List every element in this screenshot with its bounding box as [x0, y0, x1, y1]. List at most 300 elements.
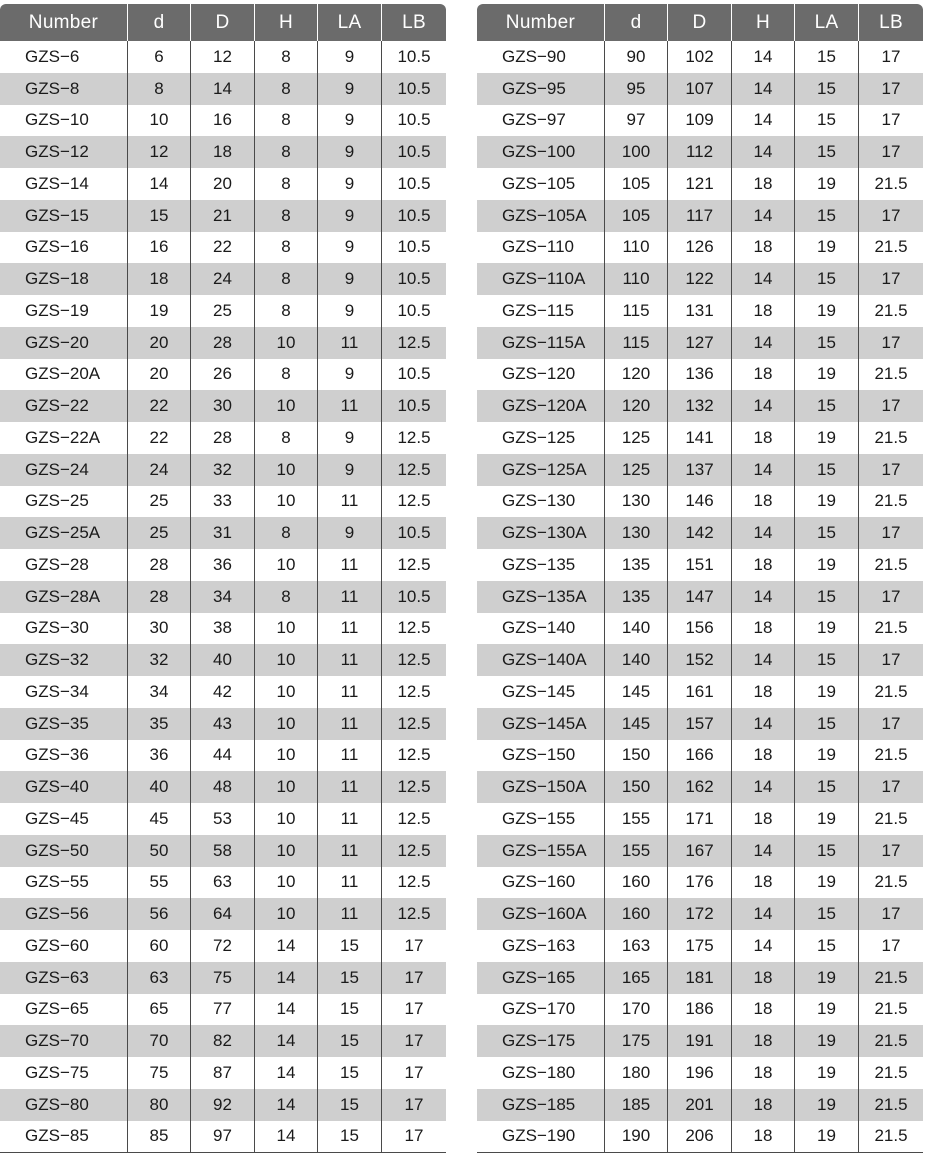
cell-d-inner: 28	[128, 581, 191, 613]
cell-h: 14	[255, 962, 318, 994]
table-body-right	[477, 41, 923, 1153]
cell-d-inner: 16	[128, 232, 191, 264]
cell-d-inner: 8	[128, 73, 191, 105]
table-row	[0, 136, 446, 168]
cell-la: 15	[795, 898, 859, 930]
table-row	[477, 898, 923, 930]
column-header-la: LA	[795, 4, 859, 41]
cell-d-inner: 30	[128, 613, 191, 645]
cell-h: 10	[255, 549, 318, 581]
cell-d-outer: 142	[668, 517, 732, 549]
cell-d-outer: 151	[668, 549, 732, 581]
cell-d-outer: 28	[191, 422, 255, 454]
cell-d-inner: 105	[605, 200, 668, 232]
cell-d-outer: 34	[191, 581, 255, 613]
cell-number: GZS−145A	[477, 708, 605, 740]
cell-h: 10	[255, 327, 318, 359]
cell-d-outer: 87	[191, 1057, 255, 1089]
table-header-row	[0, 4, 446, 41]
cell-number: GZS−70	[0, 1025, 128, 1057]
cell-d-inner: 130	[605, 517, 668, 549]
cell-lb: 21.5	[874, 491, 908, 511]
cell-d-inner: 120	[605, 390, 668, 422]
table-row	[477, 168, 923, 200]
cell-d-outer: 75	[191, 962, 255, 994]
cell-la: 15	[795, 200, 859, 232]
table-row	[0, 1089, 446, 1121]
table-row	[0, 1121, 446, 1154]
table-row	[0, 168, 446, 200]
cell-la: 15	[795, 263, 859, 295]
cell-h: 14	[732, 136, 795, 168]
cell-d-inner: 170	[605, 994, 668, 1026]
cell-la: 19	[795, 994, 859, 1026]
cell-d-inner: 165	[605, 962, 668, 994]
table-row	[0, 613, 446, 645]
cell-number: GZS−140A	[477, 644, 605, 676]
cell-lb: 21.5	[874, 681, 908, 701]
cell-d-outer: 176	[668, 867, 732, 899]
cell-number: GZS−185	[477, 1089, 605, 1121]
cell-la: 19	[795, 359, 859, 391]
table-row	[0, 930, 446, 962]
cell-d-inner: 155	[605, 803, 668, 835]
cell-la: 9	[318, 73, 382, 105]
cell-number: GZS−115	[477, 295, 605, 327]
cell-d-outer: 22	[191, 232, 255, 264]
cell-d-outer: 58	[191, 835, 255, 867]
table-row	[477, 359, 923, 391]
cell-la: 19	[795, 676, 859, 708]
cell-number: GZS−36	[0, 740, 128, 772]
cell-number: GZS−40	[0, 771, 128, 803]
cell-h: 14	[255, 1089, 318, 1121]
table-row	[0, 962, 446, 994]
cell-d-outer: 201	[668, 1089, 732, 1121]
column-header-h: H	[732, 4, 795, 41]
cell-d-inner: 95	[605, 73, 668, 105]
cell-d-outer: 126	[668, 232, 732, 264]
cell-number: GZS−63	[0, 962, 128, 994]
table-row	[0, 898, 446, 930]
table-row	[0, 994, 446, 1026]
cell-d-inner: 145	[605, 676, 668, 708]
cell-h: 10	[255, 486, 318, 518]
cell-d-inner: 135	[605, 549, 668, 581]
cell-number: GZS−8	[0, 73, 128, 105]
cell-number: GZS−34	[0, 676, 128, 708]
cell-d-outer: 146	[668, 486, 732, 518]
cell-lb: 17	[859, 517, 923, 549]
cell-number: GZS−155A	[477, 835, 605, 867]
column-header-d-outer: D	[191, 4, 255, 41]
cell-lb: 17	[859, 644, 923, 676]
cell-lb: 12.5	[397, 427, 431, 447]
cell-h: 8	[255, 136, 318, 168]
cell-d-inner: 150	[605, 740, 668, 772]
cell-d-inner: 56	[128, 898, 191, 930]
cell-la: 15	[795, 581, 859, 613]
table-row	[0, 232, 446, 264]
cell-d-inner: 25	[128, 517, 191, 549]
cell-lb: 21.5	[874, 808, 908, 828]
cell-d-outer: 32	[191, 454, 255, 486]
cell-h: 14	[255, 1121, 318, 1154]
cell-d-inner: 150	[605, 771, 668, 803]
cell-lb: 21.5	[874, 618, 908, 638]
cell-d-inner: 15	[128, 200, 191, 232]
cell-number: GZS−25A	[0, 517, 128, 549]
table-row	[477, 1121, 923, 1154]
cell-la: 15	[795, 105, 859, 137]
cell-la: 15	[795, 644, 859, 676]
cell-lb: 12.5	[382, 454, 446, 486]
cell-h: 14	[732, 390, 795, 422]
table-row	[0, 803, 446, 835]
cell-h: 18	[732, 549, 795, 581]
cell-d-inner: 20	[128, 359, 191, 391]
cell-d-outer: 82	[191, 1025, 255, 1057]
cell-lb: 17	[859, 327, 923, 359]
cell-d-inner: 163	[605, 930, 668, 962]
cell-d-outer: 172	[668, 898, 732, 930]
cell-la: 15	[795, 708, 859, 740]
cell-lb: 21.5	[874, 745, 908, 765]
table-row	[0, 517, 446, 549]
cell-h: 14	[732, 708, 795, 740]
cell-d-inner: 65	[128, 994, 191, 1026]
cell-lb: 17	[859, 263, 923, 295]
cell-d-outer: 30	[191, 390, 255, 422]
spec-table-right	[477, 4, 923, 1153]
cell-la: 9	[318, 168, 382, 200]
cell-lb: 17	[859, 73, 923, 105]
cell-d-inner: 19	[128, 295, 191, 327]
cell-number: GZS−95	[477, 73, 605, 105]
cell-d-inner: 110	[605, 232, 668, 264]
cell-d-outer: 38	[191, 613, 255, 645]
cell-d-inner: 22	[128, 422, 191, 454]
cell-number: GZS−35	[0, 708, 128, 740]
cell-d-inner: 190	[605, 1121, 668, 1154]
cell-h: 14	[732, 771, 795, 803]
cell-d-outer: 166	[668, 740, 732, 772]
cell-d-outer: 42	[191, 676, 255, 708]
table-row	[477, 581, 923, 613]
cell-lb: 10.5	[382, 517, 446, 549]
table-row	[0, 295, 446, 327]
cell-d-inner: 10	[128, 105, 191, 137]
cell-number: GZS−16	[0, 232, 128, 264]
cell-lb: 17	[382, 962, 446, 994]
cell-d-outer: 16	[191, 105, 255, 137]
cell-lb: 17	[859, 708, 923, 740]
cell-lb: 10.5	[397, 46, 431, 66]
cell-la: 11	[318, 549, 382, 581]
cell-d-outer: 109	[668, 105, 732, 137]
cell-la: 19	[795, 549, 859, 581]
cell-d-outer: 121	[668, 168, 732, 200]
cell-d-inner: 115	[605, 327, 668, 359]
cell-d-outer: 48	[191, 771, 255, 803]
cell-h: 14	[255, 930, 318, 962]
cell-d-inner: 160	[605, 867, 668, 899]
table-row	[477, 1025, 923, 1057]
table-row	[477, 422, 923, 454]
cell-d-outer: 122	[668, 263, 732, 295]
table-row	[477, 73, 923, 105]
spec-table-left	[0, 4, 446, 1153]
table-row	[0, 676, 446, 708]
cell-lb: 10.5	[382, 73, 446, 105]
cell-la: 15	[318, 1121, 382, 1154]
cell-d-inner: 85	[128, 1121, 191, 1154]
cell-number: GZS−6	[0, 41, 128, 73]
cell-h: 18	[732, 232, 795, 264]
cell-la: 19	[795, 1057, 859, 1089]
cell-d-inner: 20	[128, 327, 191, 359]
cell-la: 11	[318, 581, 382, 613]
cell-lb: 21.5	[874, 364, 908, 384]
cell-la: 19	[795, 1089, 859, 1121]
cell-number: GZS−150A	[477, 771, 605, 803]
cell-la: 19	[795, 1025, 859, 1057]
cell-lb: 21.5	[874, 872, 908, 892]
cell-d-inner: 175	[605, 1025, 668, 1057]
cell-d-outer: 33	[191, 486, 255, 518]
table-row	[477, 263, 923, 295]
table-row	[0, 200, 446, 232]
cell-lb: 21.5	[874, 999, 908, 1019]
cell-lb: 12.5	[397, 872, 431, 892]
cell-h: 10	[255, 803, 318, 835]
cell-d-inner: 110	[605, 263, 668, 295]
cell-lb: 10.5	[397, 110, 431, 130]
cell-number: GZS−125A	[477, 454, 605, 486]
cell-number: GZS−110	[477, 232, 605, 264]
table-row	[477, 41, 923, 73]
cell-la: 15	[795, 835, 859, 867]
cell-h: 14	[732, 517, 795, 549]
cell-d-outer: 181	[668, 962, 732, 994]
cell-number: GZS−190	[477, 1121, 605, 1154]
cell-h: 8	[255, 359, 318, 391]
cell-number: GZS−19	[0, 295, 128, 327]
cell-d-outer: 64	[191, 898, 255, 930]
table-row	[0, 73, 446, 105]
table-row	[0, 835, 446, 867]
table-row	[477, 994, 923, 1026]
cell-d-inner: 36	[128, 740, 191, 772]
table-row	[477, 549, 923, 581]
table-row	[0, 1057, 446, 1089]
cell-h: 18	[732, 1121, 795, 1154]
cell-number: GZS−120A	[477, 390, 605, 422]
cell-number: GZS−30	[0, 613, 128, 645]
cell-lb: 21.5	[874, 554, 908, 574]
cell-h: 8	[255, 581, 318, 613]
cell-lb: 17	[859, 898, 923, 930]
column-header-number: Number	[477, 4, 605, 41]
table-row	[0, 486, 446, 518]
cell-d-outer: 53	[191, 803, 255, 835]
cell-la: 9	[318, 454, 382, 486]
cell-h: 18	[732, 867, 795, 899]
cell-lb: 17	[881, 935, 901, 955]
table-row	[0, 263, 446, 295]
cell-number: GZS−160A	[477, 898, 605, 930]
column-header-number: Number	[0, 4, 128, 41]
cell-lb: 21.5	[859, 1025, 923, 1057]
cell-d-outer: 31	[191, 517, 255, 549]
cell-la: 11	[318, 835, 382, 867]
cell-number: GZS−145	[477, 676, 605, 708]
cell-la: 15	[795, 390, 859, 422]
cell-lb: 17	[382, 1025, 446, 1057]
cell-d-inner: 105	[605, 168, 668, 200]
cell-lb: 21.5	[874, 300, 908, 320]
cell-d-inner: 35	[128, 708, 191, 740]
table-row	[0, 1025, 446, 1057]
cell-number: GZS−22	[0, 390, 128, 422]
cell-d-outer: 44	[191, 740, 255, 772]
cell-lb: 17	[404, 935, 424, 955]
cell-d-outer: 26	[191, 359, 255, 391]
cell-h: 18	[732, 1089, 795, 1121]
cell-d-inner: 22	[128, 390, 191, 422]
cell-la: 11	[318, 676, 382, 708]
table-row	[0, 422, 446, 454]
cell-lb: 10.5	[397, 237, 431, 257]
cell-la: 15	[795, 136, 859, 168]
table-row	[477, 740, 923, 772]
cell-lb: 17	[859, 835, 923, 867]
cell-d-inner: 135	[605, 581, 668, 613]
cell-number: GZS−160	[477, 867, 605, 899]
cell-d-outer: 92	[191, 1089, 255, 1121]
cell-la: 15	[795, 327, 859, 359]
table-row	[0, 581, 446, 613]
cell-lb: 12.5	[382, 771, 446, 803]
cell-h: 18	[732, 486, 795, 518]
cell-number: GZS−65	[0, 994, 128, 1026]
cell-number: GZS−18	[0, 263, 128, 295]
table-row	[477, 486, 923, 518]
cell-la: 11	[318, 708, 382, 740]
cell-la: 11	[318, 644, 382, 676]
cell-lb: 12.5	[382, 898, 446, 930]
cell-la: 9	[318, 105, 382, 137]
cell-lb: 17	[382, 1089, 446, 1121]
cell-d-inner: 32	[128, 644, 191, 676]
table-row	[477, 454, 923, 486]
cell-h: 10	[255, 390, 318, 422]
cell-number: GZS−115A	[477, 327, 605, 359]
cell-h: 8	[255, 73, 318, 105]
cell-d-inner: 125	[605, 422, 668, 454]
cell-d-inner: 75	[128, 1057, 191, 1089]
table-row	[477, 136, 923, 168]
cell-la: 15	[795, 73, 859, 105]
cell-d-outer: 175	[668, 930, 732, 962]
cell-d-outer: 36	[191, 549, 255, 581]
cell-la: 15	[318, 962, 382, 994]
cell-d-inner: 24	[128, 454, 191, 486]
table-row	[477, 962, 923, 994]
cell-number: GZS−20	[0, 327, 128, 359]
cell-la: 9	[318, 422, 382, 454]
table-row	[0, 390, 446, 422]
cell-la: 9	[318, 200, 382, 232]
cell-h: 8	[255, 422, 318, 454]
cell-d-outer: 20	[191, 168, 255, 200]
cell-d-inner: 140	[605, 644, 668, 676]
cell-d-outer: 77	[191, 994, 255, 1026]
table-row	[477, 835, 923, 867]
cell-d-inner: 180	[605, 1057, 668, 1089]
table-row	[0, 644, 446, 676]
cell-number: GZS−55	[0, 867, 128, 899]
cell-number: GZS−85	[0, 1121, 128, 1154]
table-row	[477, 708, 923, 740]
cell-lb: 17	[404, 999, 424, 1019]
cell-lb: 12.5	[397, 745, 431, 765]
cell-number: GZS−135A	[477, 581, 605, 613]
table-header-row	[477, 4, 923, 41]
cell-d-inner: 80	[128, 1089, 191, 1121]
cell-number: GZS−15	[0, 200, 128, 232]
cell-h: 14	[732, 105, 795, 137]
table-row	[477, 930, 923, 962]
cell-lb: 17	[859, 454, 923, 486]
cell-d-inner: 55	[128, 867, 191, 899]
cell-d-inner: 125	[605, 454, 668, 486]
cell-h: 18	[732, 994, 795, 1026]
cell-d-inner: 25	[128, 486, 191, 518]
cell-d-outer: 156	[668, 613, 732, 645]
cell-h: 18	[732, 168, 795, 200]
cell-number: GZS−125	[477, 422, 605, 454]
column-header-lb: LB	[382, 4, 446, 41]
cell-h: 10	[255, 835, 318, 867]
cell-la: 19	[795, 168, 859, 200]
cell-d-outer: 72	[191, 930, 255, 962]
cell-d-outer: 136	[668, 359, 732, 391]
cell-d-outer: 206	[668, 1121, 732, 1154]
cell-lb: 10.5	[382, 200, 446, 232]
cell-d-outer: 167	[668, 835, 732, 867]
cell-h: 8	[255, 41, 318, 73]
cell-h: 14	[732, 73, 795, 105]
cell-la: 9	[318, 295, 382, 327]
cell-d-outer: 112	[668, 136, 732, 168]
cell-number: GZS−120	[477, 359, 605, 391]
cell-d-inner: 60	[128, 930, 191, 962]
cell-la: 9	[318, 232, 382, 264]
cell-d-outer: 196	[668, 1057, 732, 1089]
cell-d-outer: 43	[191, 708, 255, 740]
table-row	[477, 327, 923, 359]
cell-lb: 12.5	[382, 835, 446, 867]
table-row	[0, 740, 446, 772]
cell-number: GZS−75	[0, 1057, 128, 1089]
cell-h: 18	[732, 422, 795, 454]
cell-lb: 21.5	[859, 1089, 923, 1121]
cell-la: 15	[318, 1089, 382, 1121]
cell-lb: 17	[881, 46, 901, 66]
cell-lb: 17	[404, 1062, 424, 1082]
cell-la: 11	[318, 740, 382, 772]
